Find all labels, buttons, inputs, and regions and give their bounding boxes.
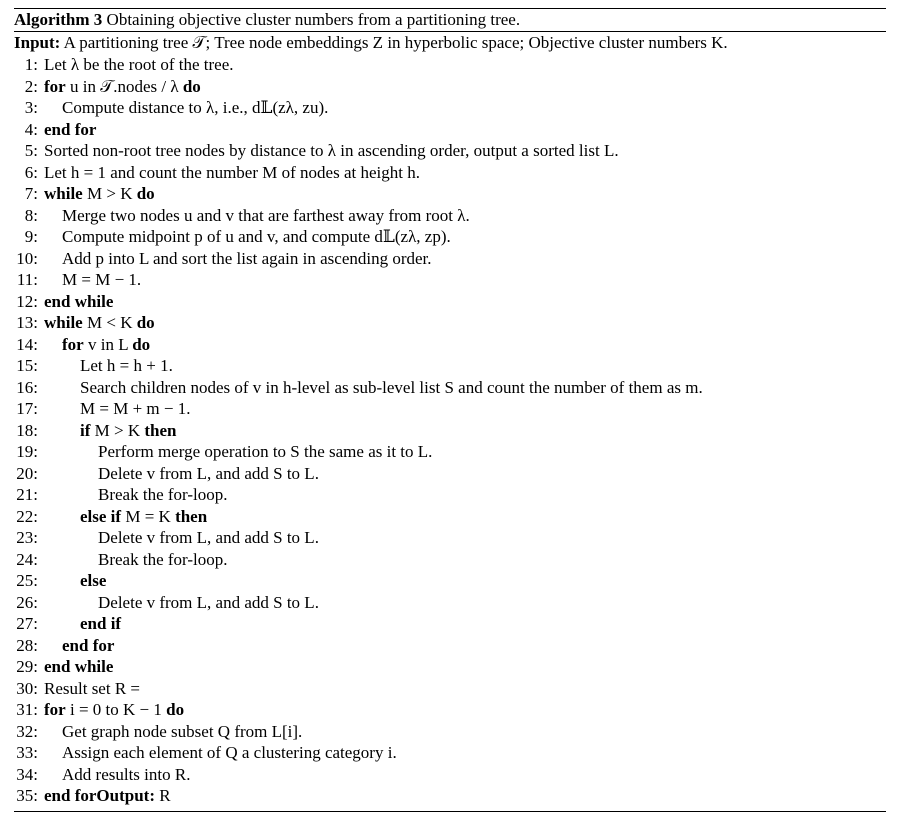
line-content <box>80 420 177 442</box>
caption-title: Obtaining objective cluster numbers from a partitioning tree. <box>106 10 521 29</box>
algorithm-line <box>14 570 886 592</box>
line-text: Sorted non-root tree nodes by distance to λ in ascending order, output a sorted list L. <box>44 141 619 160</box>
line-text: Add p into L and sort the list again in ascending order. <box>62 248 432 268</box>
line-number: 35: <box>16 786 38 805</box>
line-content <box>44 140 619 162</box>
line-number: 9: <box>24 227 38 246</box>
keyword: end forOutput: <box>44 786 155 805</box>
line-content <box>44 678 140 700</box>
line-content <box>98 484 227 506</box>
line-text: Delete v from L, and add S to L. <box>98 592 319 612</box>
line-content <box>44 183 155 205</box>
line-content <box>80 506 207 528</box>
line-number: 26: <box>16 592 38 612</box>
algorithm-line <box>14 97 886 119</box>
line-number: 20: <box>16 463 38 483</box>
algorithm-line <box>14 656 886 678</box>
algorithm-line <box>14 119 886 141</box>
line-content <box>44 312 155 334</box>
keyword: while <box>44 313 83 332</box>
keyword: end for <box>62 635 115 655</box>
line-text: Let h = h + 1. <box>80 356 173 375</box>
algorithm-line <box>14 76 886 98</box>
line-text: M < K <box>86 313 133 332</box>
bottom-rule <box>14 811 886 812</box>
keyword: else <box>80 571 107 590</box>
line-content <box>62 742 397 764</box>
algorithm-line <box>14 484 886 506</box>
line-text: R <box>159 786 171 805</box>
line-number: 21: <box>16 485 38 504</box>
line-text: Result set R = <box>44 678 141 698</box>
line-text: i = 0 to K − 1 <box>69 700 162 719</box>
algorithm-line <box>14 269 886 291</box>
line-text: M = M + m − 1. <box>80 399 191 418</box>
line-text: M > K <box>86 184 133 203</box>
line-content <box>80 398 190 420</box>
line-text: v in L <box>87 334 128 354</box>
line-content <box>98 549 227 571</box>
input-label: Input: <box>14 33 61 52</box>
line-content <box>62 205 470 227</box>
keyword: do <box>182 76 201 96</box>
line-number: 31: <box>16 700 38 719</box>
algorithm-line <box>14 140 886 162</box>
line-number: 11: <box>16 270 38 289</box>
algorithm-line <box>14 699 886 721</box>
keyword: end for <box>44 119 97 139</box>
algorithm-line <box>14 205 886 227</box>
line-content <box>44 119 96 141</box>
line-content <box>62 269 141 291</box>
line-content <box>98 527 319 549</box>
line-number: 14: <box>16 334 38 354</box>
line-number: 19: <box>16 442 38 461</box>
algorithm-line <box>14 226 886 248</box>
algorithm-line <box>14 785 886 807</box>
line-number: 32: <box>16 721 38 741</box>
line-number: 13: <box>16 313 38 332</box>
algorithm-line <box>14 506 886 528</box>
line-number: 4: <box>24 119 38 139</box>
line-number: 22: <box>16 506 38 526</box>
line-number: 15: <box>16 356 38 375</box>
algorithm-line <box>14 742 886 764</box>
algorithm-line <box>14 183 886 205</box>
keyword: if <box>80 420 91 440</box>
line-content <box>62 764 190 786</box>
line-content <box>44 162 420 184</box>
line-content <box>62 226 451 248</box>
line-text: Get graph node subset Q from L[i]. <box>62 721 303 741</box>
keyword: else if <box>80 506 122 526</box>
line-number: 8: <box>24 205 38 225</box>
line-number: 28: <box>16 635 38 655</box>
algorithm-line <box>14 527 886 549</box>
line-text: Compute distance to λ, i.e., d𝕃(zλ, zu). <box>62 98 329 117</box>
line-content <box>80 355 173 377</box>
line-number: 2: <box>24 76 38 96</box>
line-number: 12: <box>16 291 38 311</box>
line-number: 23: <box>16 528 38 547</box>
line-content <box>62 248 432 270</box>
line-number: 34: <box>16 764 38 784</box>
algorithm-line <box>14 764 886 786</box>
algorithm-line <box>14 441 886 463</box>
line-content <box>44 76 201 98</box>
algorithm-lines <box>14 54 886 807</box>
line-number: 25: <box>16 571 38 590</box>
line-content <box>62 721 302 743</box>
algorithm-line <box>14 248 886 270</box>
line-text: Merge two nodes u and v that are farthest away from root λ. <box>62 205 470 225</box>
line-number: 7: <box>24 184 38 203</box>
line-number: 24: <box>16 549 38 569</box>
line-number: 3: <box>24 98 38 117</box>
algorithm-line <box>14 291 886 313</box>
algorithm-line <box>14 420 886 442</box>
line-content <box>44 291 113 313</box>
keyword: do <box>136 313 155 332</box>
line-text: Add results into R. <box>62 764 191 784</box>
line-text: Let h = 1 and count the number M of nodes at height h. <box>44 162 420 182</box>
algorithm-line <box>14 398 886 420</box>
algorithm-block <box>14 8 886 812</box>
line-content <box>62 635 114 657</box>
line-text: Compute midpoint p of u and v, and compute d𝕃(zλ, zp). <box>62 227 451 246</box>
line-text: M > K <box>94 420 141 440</box>
line-content <box>62 334 150 356</box>
line-number: 30: <box>16 678 38 698</box>
line-content <box>80 377 703 399</box>
algorithm-caption <box>14 9 886 31</box>
algorithm-line <box>14 613 886 635</box>
line-text: Assign each element of Q a clustering category i. <box>62 743 397 762</box>
line-text: Break the for-loop. <box>98 549 228 569</box>
line-content <box>80 613 121 635</box>
line-text: u in 𝒯.nodes / λ <box>69 76 179 96</box>
algorithm-line <box>14 463 886 485</box>
algorithm-line <box>14 721 886 743</box>
line-number: 29: <box>16 657 38 676</box>
line-content <box>44 785 171 807</box>
line-text: Perform merge operation to S the same as it to L. <box>98 442 433 461</box>
line-content <box>98 592 319 614</box>
caption-label: Algorithm 3 <box>14 10 103 29</box>
line-text: Delete v from L, and add S to L. <box>98 463 319 483</box>
line-number: 5: <box>24 141 38 160</box>
keyword: end if <box>80 614 122 633</box>
keyword: for <box>44 700 66 719</box>
line-content <box>98 463 319 485</box>
input-line <box>14 32 886 54</box>
algorithm-line <box>14 678 886 700</box>
keyword: end while <box>44 657 114 676</box>
line-number: 27: <box>16 614 38 633</box>
line-text: Delete v from L, and add S to L. <box>98 528 319 547</box>
algorithm-line <box>14 549 886 571</box>
algorithm-line <box>14 334 886 356</box>
algorithm-line <box>14 635 886 657</box>
keyword: then <box>144 420 177 440</box>
line-text: M = M − 1. <box>62 270 142 289</box>
line-text: M = K <box>125 506 171 526</box>
keyword: then <box>175 506 208 526</box>
input-text: A partitioning tree 𝒯; Tree node embeddings Z in hyperbolic space; Objective cluster numbers K. <box>63 33 728 52</box>
keyword: for <box>62 334 84 354</box>
keyword: end while <box>44 291 114 311</box>
keyword: do <box>132 334 151 354</box>
line-content <box>44 54 234 76</box>
line-number: 18: <box>16 420 38 440</box>
keyword: do <box>166 700 185 719</box>
algorithm-line <box>14 377 886 399</box>
keyword: for <box>44 76 66 96</box>
algorithm-line <box>14 592 886 614</box>
algorithm-line <box>14 162 886 184</box>
line-content <box>98 441 432 463</box>
line-text: Search children nodes of v in h-level as sub-level list S and count the number of them as m. <box>80 377 703 397</box>
line-number: 6: <box>24 162 38 182</box>
algorithm-line <box>14 54 886 76</box>
keyword: while <box>44 184 83 203</box>
line-content <box>62 97 328 119</box>
keyword: do <box>136 184 155 203</box>
line-content <box>44 699 184 721</box>
line-text: Let λ be the root of the tree. <box>44 55 234 74</box>
algorithm-line <box>14 355 886 377</box>
line-content <box>44 656 113 678</box>
line-content <box>80 570 106 592</box>
line-number: 17: <box>16 399 38 418</box>
line-text: Break the for-loop. <box>98 485 228 504</box>
algorithm-line <box>14 312 886 334</box>
line-number: 16: <box>16 377 38 397</box>
line-number: 33: <box>16 743 38 762</box>
line-number: 10: <box>16 248 38 268</box>
line-number: 1: <box>24 55 38 74</box>
